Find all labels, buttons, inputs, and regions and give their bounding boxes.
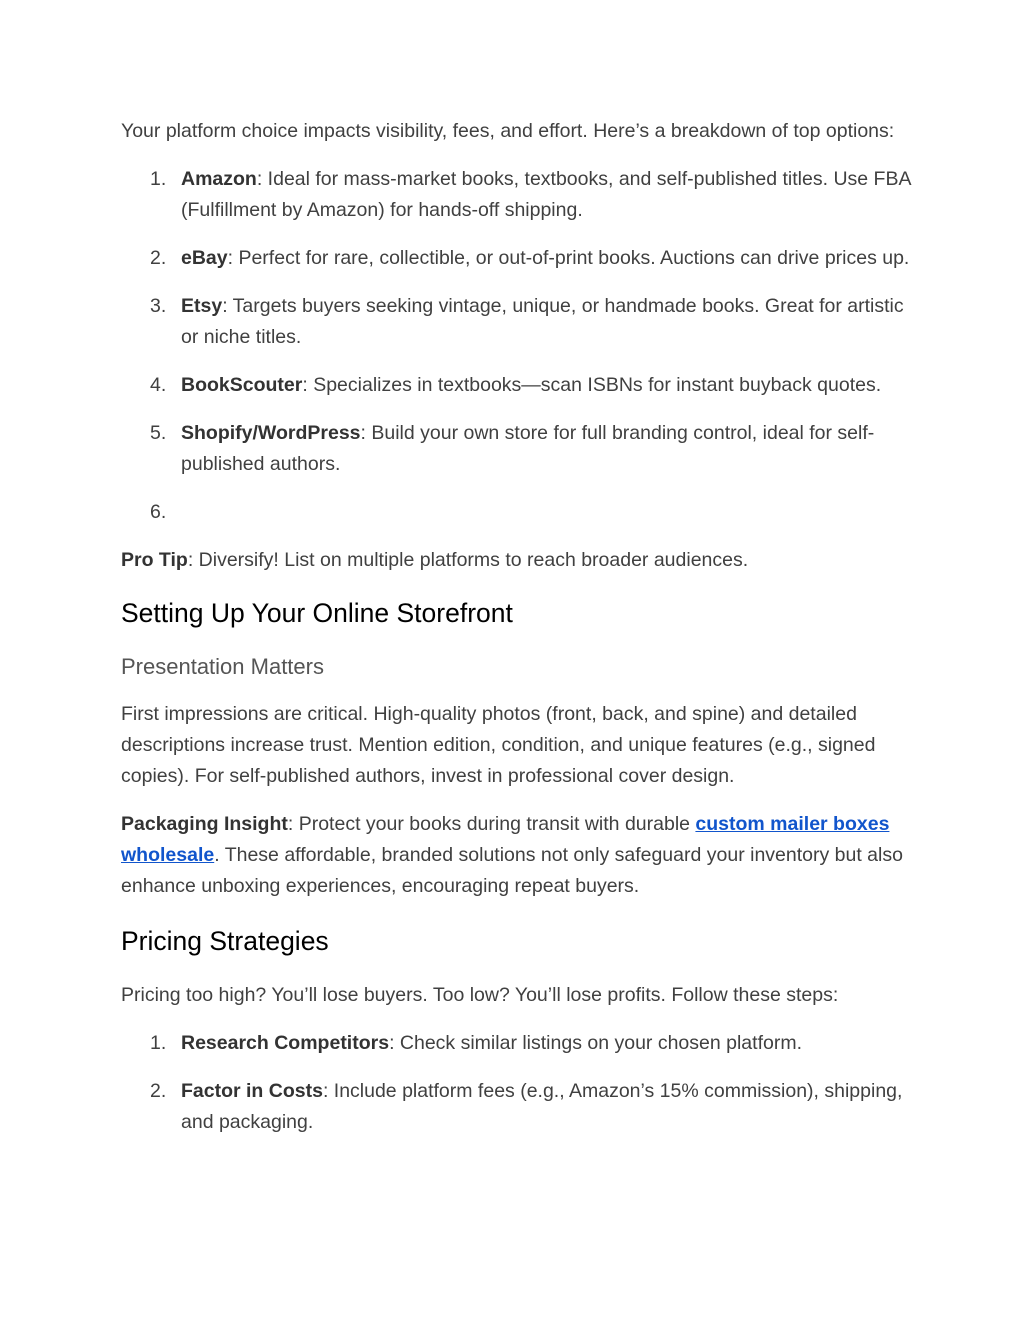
insight-text-after: . These affordable, branded solutions not only safeguard your inventory but also enhance unboxing experiences, encouraging repeat buyers. xyxy=(121,844,903,897)
platform-description: : Targets buyers seeking vintage, unique, or handmade books. Great for artistic or niche titles. xyxy=(181,295,904,348)
platform-name: Shopify/WordPress xyxy=(181,422,361,444)
presentation-paragraph: First impressions are critical. High-quality photos (front, back, and spine) and detailed descriptions increase trust. Mention edition, condition, and unique features (e.g., signed copies). For self-published authors, invest in professional cover design. xyxy=(121,703,876,787)
list-item xyxy=(121,164,911,226)
platform-description: : Build your own store for full branding control, ideal for self-published authors. xyxy=(181,422,875,475)
platform-list xyxy=(121,164,911,528)
step-description: : Check similar listings on your chosen platform. xyxy=(389,1032,802,1054)
platform-description: : Perfect for rare, collectible, or out-of-print books. Auctions can drive prices up. xyxy=(227,247,910,269)
list-item xyxy=(121,1076,911,1138)
pro-tip-label: Pro Tip xyxy=(121,549,188,571)
storefront-heading: Setting Up Your Online Storefront xyxy=(121,598,513,628)
pro-tip xyxy=(121,545,911,576)
platform-description: : Ideal for mass-market books, textbooks, and self-published titles. Use FBA (Fulfillment by Amazon) for hands-off shipping. xyxy=(181,168,911,221)
pricing-intro: Pricing too high? You’ll lose buyers. Too low? You’ll lose profits. Follow these steps: xyxy=(121,984,839,1006)
step-name: Factor in Costs xyxy=(181,1080,323,1102)
list-item xyxy=(121,418,911,480)
step-description: : Include platform fees (e.g., Amazon’s 15% commission), shipping, and packaging. xyxy=(181,1080,903,1133)
packaging-insight xyxy=(121,809,911,902)
document-page xyxy=(121,116,911,1155)
step-name: Research Competitors xyxy=(181,1032,390,1054)
presentation-subheading: Presentation Matters xyxy=(121,654,324,679)
list-item xyxy=(121,243,911,274)
list-number: 6. xyxy=(150,501,167,523)
list-number: 2. xyxy=(150,247,167,269)
list-item xyxy=(121,291,911,353)
custom-mailer-boxes-link[interactable]: custom mailer boxes wholesale xyxy=(121,813,890,866)
pro-tip-text: : Diversify! List on multiple platforms to reach broader audiences. xyxy=(187,549,749,571)
list-item xyxy=(121,370,911,401)
platform-name: eBay xyxy=(181,247,228,269)
pricing-steps-list xyxy=(121,1028,911,1138)
platform-name: Etsy xyxy=(181,295,223,317)
pricing-heading: Pricing Strategies xyxy=(121,926,329,956)
list-number: 5. xyxy=(150,422,167,444)
platform-description: : Specializes in textbooks—scan ISBNs for instant buyback quotes. xyxy=(302,374,882,396)
platform-name: BookScouter xyxy=(181,374,303,396)
list-item xyxy=(121,497,911,528)
platform-name: Amazon xyxy=(181,168,257,190)
list-number: 1. xyxy=(150,1032,167,1054)
intro-paragraph: Your platform choice impacts visibility, fees, and effort. Here’s a breakdown of top options: xyxy=(121,120,895,142)
list-number: 3. xyxy=(150,295,167,317)
list-number: 1. xyxy=(150,168,167,190)
insight-label: Packaging Insight xyxy=(121,813,288,835)
list-item xyxy=(121,1028,911,1059)
list-number: 4. xyxy=(150,374,167,396)
list-number: 2. xyxy=(150,1080,167,1102)
insight-text-before: : Protect your books during transit with durable xyxy=(287,813,696,835)
